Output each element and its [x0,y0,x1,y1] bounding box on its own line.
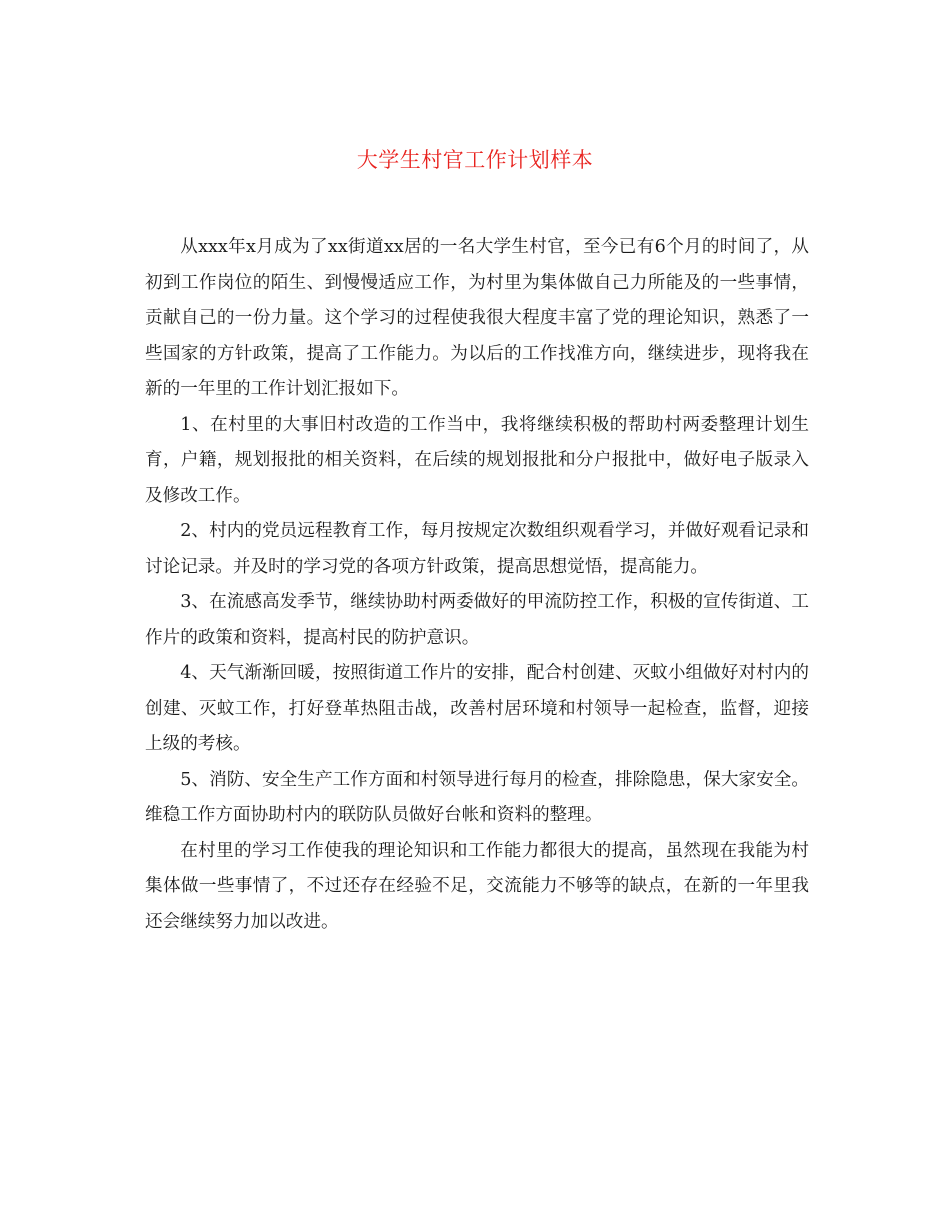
paragraph-item-3: 3、在流感高发季节，继续协助村两委做好的甲流防控工作，积极的宣传街道、工作片的政策和资料，提高村民的防护意识。 [145,592,809,648]
document-title: 大学生村官工作计划样本 [356,148,594,172]
paragraph-item-2: 2、村内的党员远程教育工作，每月按规定次数组织观看学习，并做好观看记录和讨论记录。并及时的学习党的各项方针政策，提高思想觉悟，提高能力。 [145,521,809,577]
paragraph-item-1: 1、在村里的大事旧村改造的工作当中，我将继续积极的帮助村两委整理计划生育，户籍，规划报批的相关资料，在后续的规划报批和分户报批中，做好电子版录入及修改工作。 [145,414,809,506]
paragraph-item-4: 4、天气渐渐回暖，按照街道工作片的安排，配合村创建、灭蚊小组做好对村内的创建、灭蚊工作，打好登革热阻击战，改善村居环境和村领导一起检查，监督，迎接上级的考核。 [145,663,809,754]
paragraph-item-5: 5、消防、安全生产工作方面和村领导进行每月的检查，排除隐患，保大家安全。维稳工作方面协助村内的联防队员做好台帐和资料的整理。 [145,769,809,825]
paragraph-intro: 从xxx年x月成为了xx街道xx居的一名大学生村官，至今已有6个月的时间了，从初到工作岗位的陌生、到慢慢适应工作，为村里为集体做自己力所能及的一些事情，贡献自己的一份力量。这个学习的过程使我很大程度丰富了党的理论知识，熟悉了一些国家的方针政策，提高了工作能力。为以后的工作找准方向，继续进步，现将我在新的一年里的工作计划汇报如下。 [145,237,809,399]
document-body [145,230,809,940]
paragraph-conclusion: 在村里的学习工作使我的理论知识和工作能力都很大的提高，虽然现在我能为村集体做一些事情了，不过还存在经验不足，交流能力不够等的缺点，在新的一年里我还会继续努力加以改进。 [145,840,809,932]
